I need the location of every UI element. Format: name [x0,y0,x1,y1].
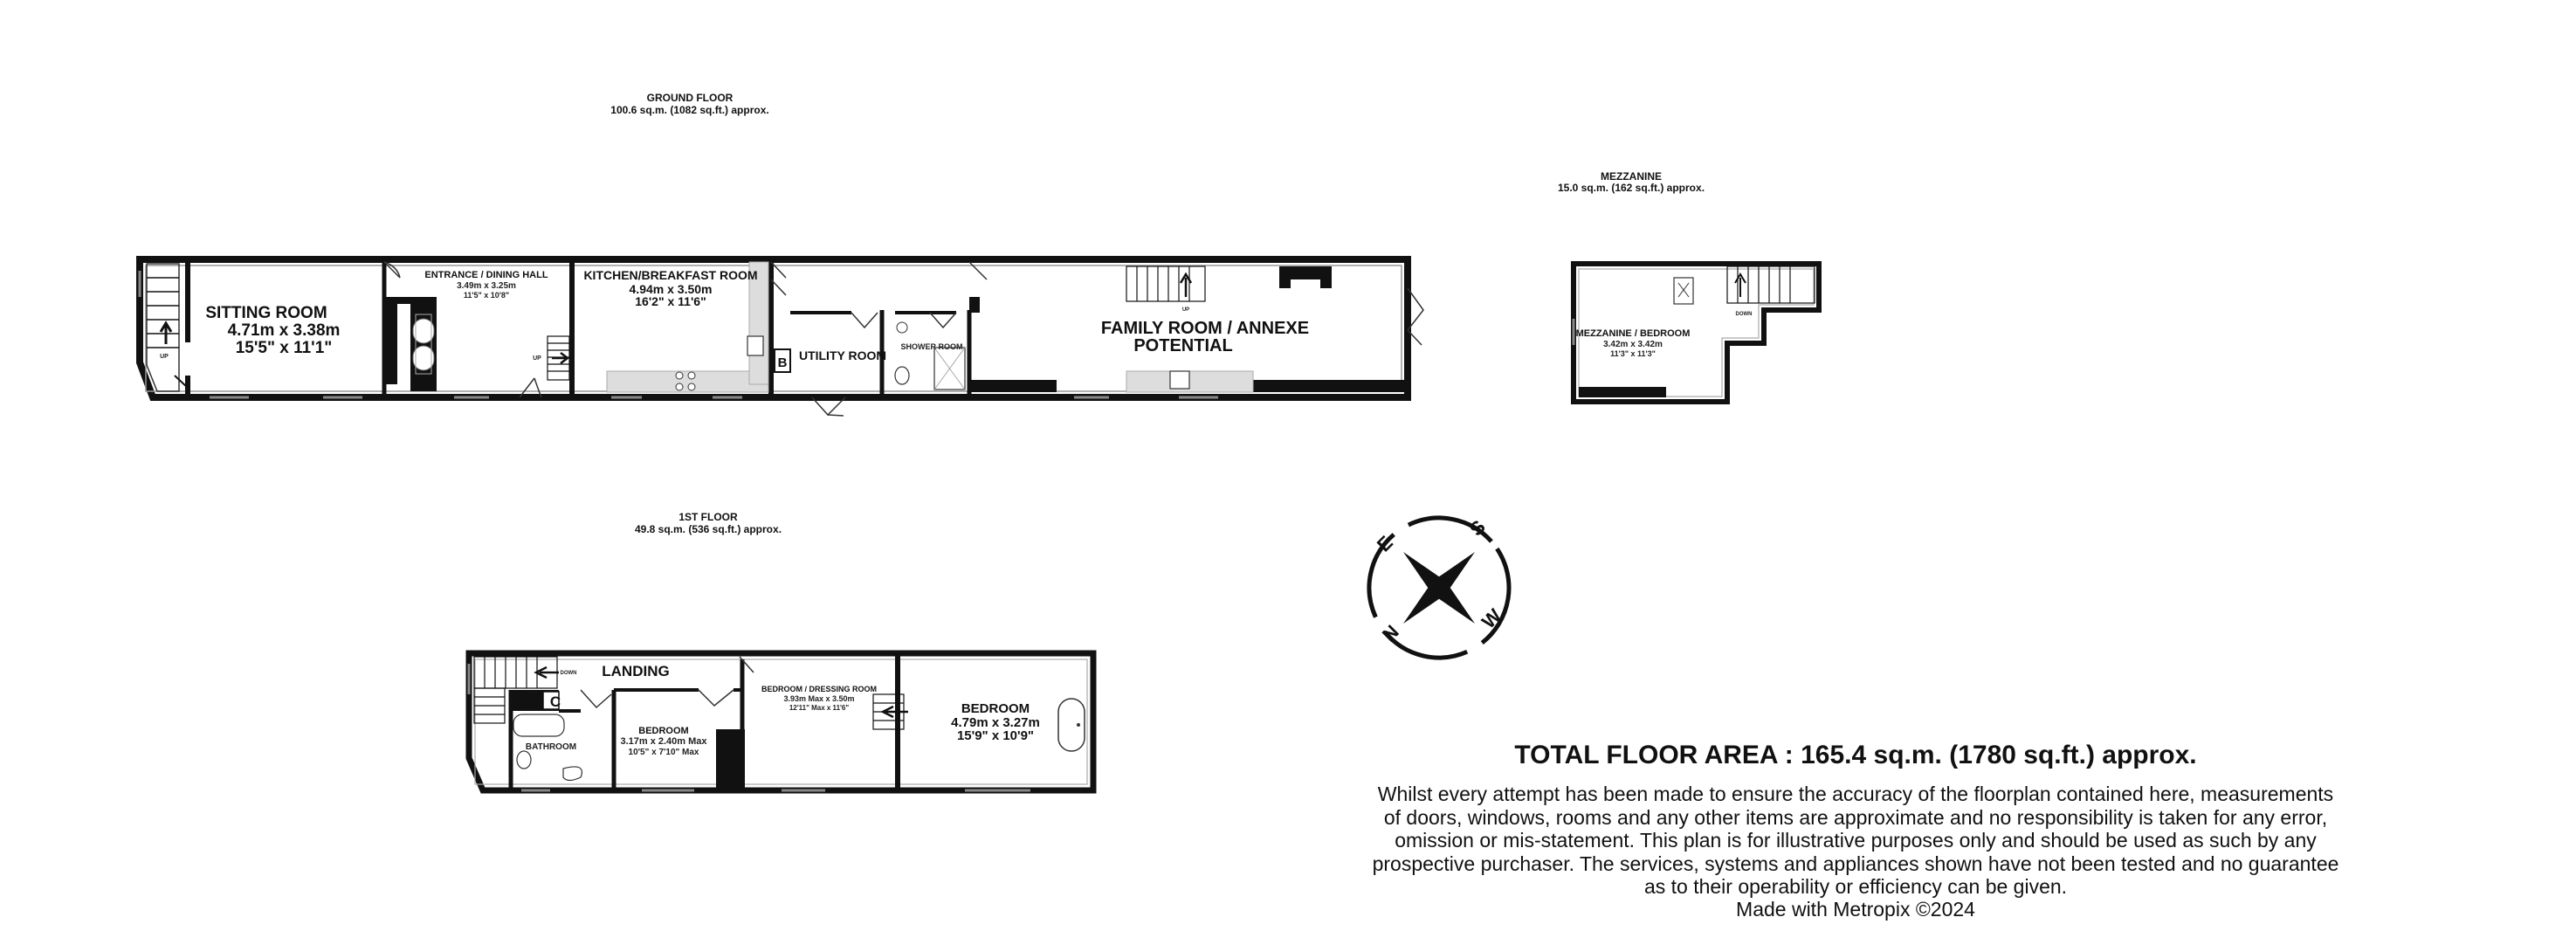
compass-e: E [1372,531,1397,556]
sitting-room-metric: 4.71m x 3.38m [227,321,341,340]
stair-down-label-1: DOWN [560,671,577,676]
bedroom-small-imperial: 10'5" x 7'10" Max [628,748,699,757]
ground-floor-title: GROUND FLOOR [646,92,734,104]
sitting-room-imperial: 15'5" x 11'1" [235,339,333,357]
disclaimer-line: Whilst every attempt has been made to ensure the accuracy of the floorplan contained here, measurements [1377,783,2334,805]
bathroom-name: BATHROOM [525,742,577,752]
landing-name: LANDING [602,663,670,679]
disclaimer [1135,783,2576,899]
compass-w: W [1477,604,1506,633]
shower-room-name: SHOWER ROOM [900,342,963,351]
bedroom-main-metric: 4.79m x 3.27m [951,715,1040,730]
dressing-room-metric: 3.93m Max x 3.50m [783,694,855,703]
family-room-name-1: FAMILY ROOM / ANNEXE [1100,319,1310,338]
first-floor-title: 1ST FLOOR [678,511,738,523]
kitchen-metric: 4.94m x 3.50m [629,282,713,296]
ground-floor-area: 100.6 sq.m. (1082 sq.ft.) approx. [610,104,769,116]
dressing-room-name: BEDROOM / DRESSING ROOM [761,685,878,693]
bedroom-main-name: BEDROOM [961,701,1030,716]
entrance-imperial: 11'5" x 10'8" [463,291,510,300]
cupboard-marker: C [549,693,561,710]
mezzanine-area: 15.0 sq.m. (162 sq.ft.) approx. [1557,182,1705,194]
entrance-metric: 3.49m x 3.25m [457,281,516,291]
bedroom-main-imperial: 15'9" x 10'9" [956,728,1035,743]
mezzanine-title: MEZZANINE [1601,170,1662,183]
bedroom-small-name: BEDROOM [638,726,689,736]
boiler-marker: B [777,355,788,370]
disclaimer-line: prospective purchaser. The services, systems and appliances shown have not been tested and no guarantee [1372,852,2339,875]
kitchen-name: KITCHEN/BREAKFAST ROOM [583,268,758,282]
stair-up-label-2: UP [533,355,541,362]
mezz-bedroom-name: MEZZANINE / BEDROOM [1575,328,1691,339]
kitchen-imperial: 16'2" x 11'6" [635,294,706,308]
entrance-name: ENTRANCE / DINING HALL [424,270,548,280]
made-with-credit: Made with Metropix ©2024 [1736,898,1975,921]
compass-s: S [1464,515,1490,541]
sitting-room-name: SITTING ROOM [205,304,327,322]
first-floor-area: 49.8 sq.m. (536 sq.ft.) approx. [634,523,782,535]
sitting-stairs [147,264,179,391]
stair-up-label-3: UP [1181,307,1190,313]
utility-room-name: UTILITY ROOM [798,348,887,362]
bedroom-small-metric: 3.17m x 2.40m Max [620,736,707,747]
stair-down-label-mezz: DOWN [1735,312,1753,317]
mezz-bedroom-imperial: 11'3" x 11'3" [1610,349,1656,358]
disclaimer-line: as to their operability or efficiency can be given. [1643,875,2068,898]
total-floor-area: TOTAL FLOOR AREA : 165.4 sq.m. (1780 sq.ft.) approx. [1514,741,2197,769]
disclaimer-line: of doors, windows, rooms and any other items are approximate and no responsibility is taken for any error, [1383,805,2328,829]
compass-rose [1342,491,1536,685]
compass-n: N [1377,620,1403,646]
family-room-name-2: POTENTIAL [1133,336,1233,355]
stair-up-label-1: UP [160,354,169,360]
disclaimer-line: omission or mis-statement. This plan is for illustrative purposes only and should be used as such by any [1395,829,2317,852]
dressing-room-imperial: 12'11" Max x 11'6" [789,704,850,712]
mezz-bedroom-metric: 3.42m x 3.42m [1603,340,1663,349]
